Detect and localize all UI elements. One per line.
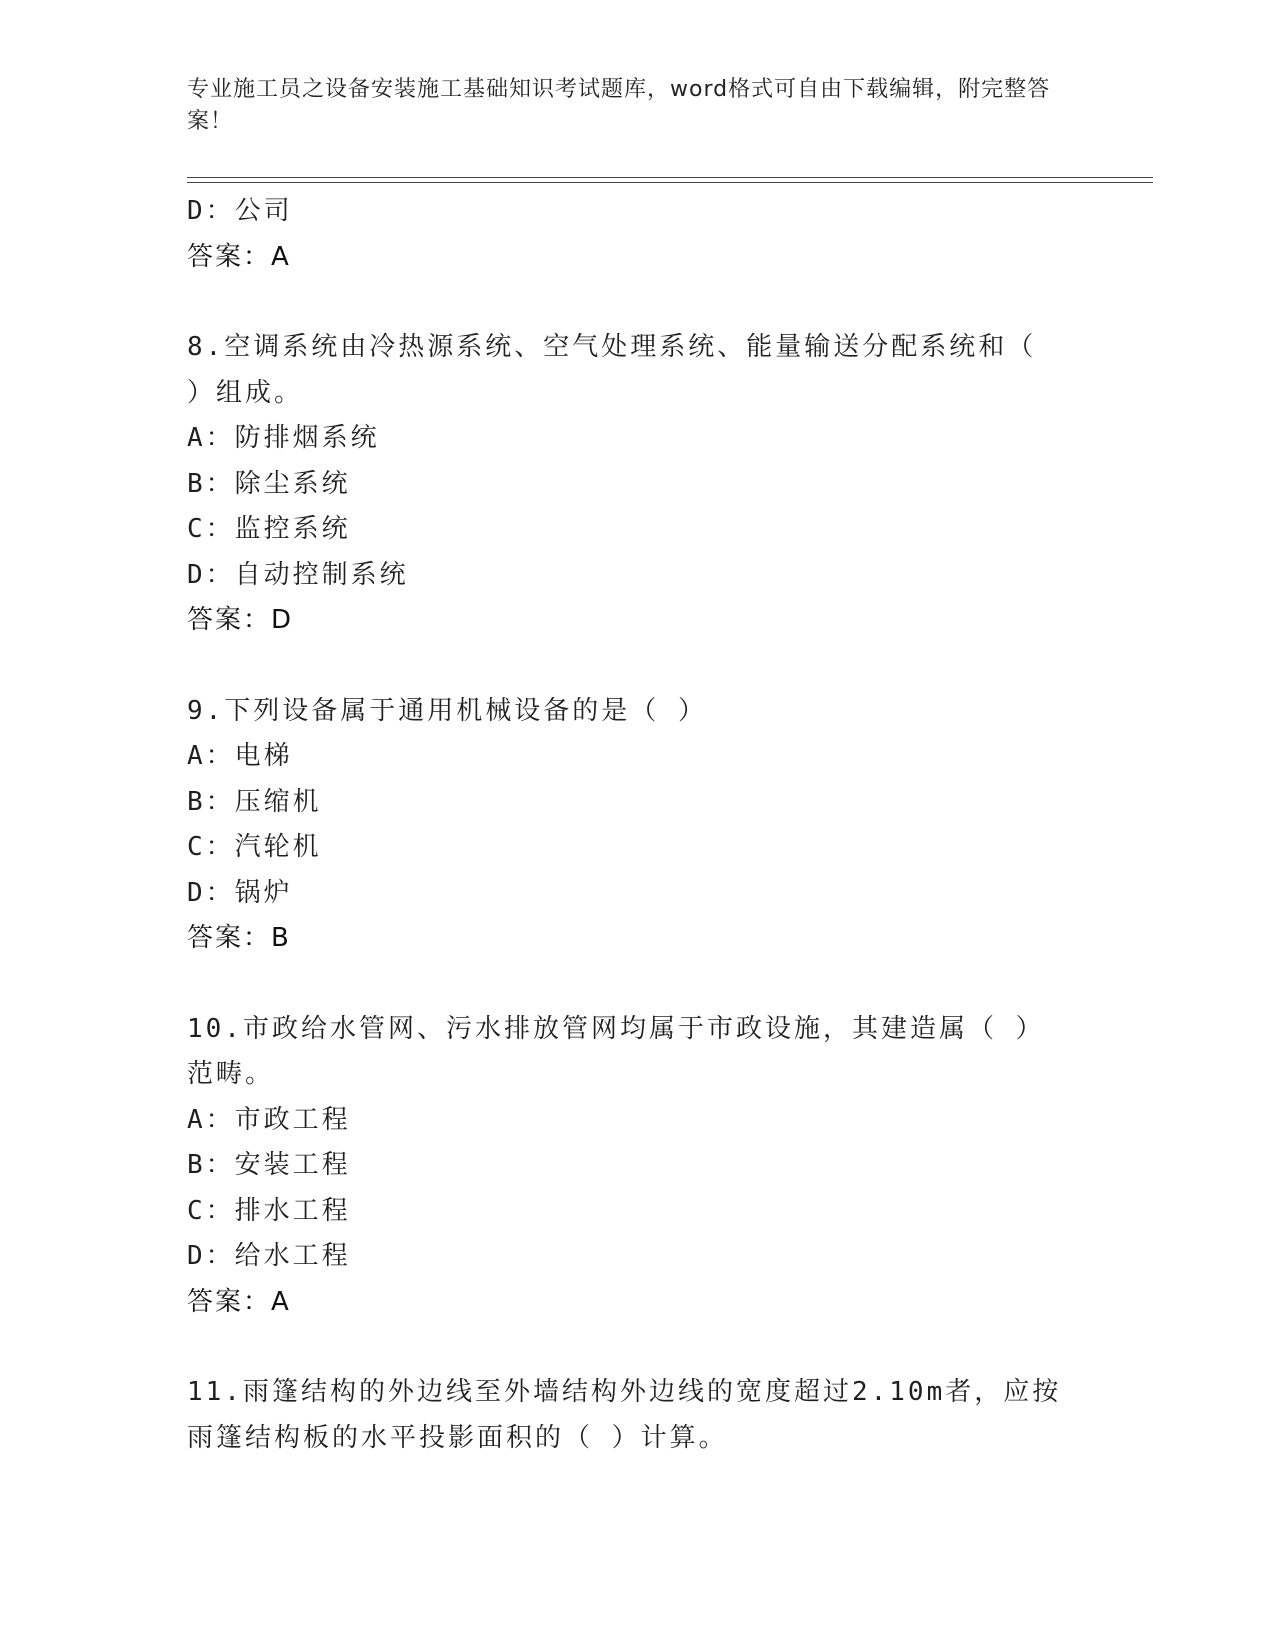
question-stem: 8.空调系统由冷热源系统、空气处理系统、能量输送分配系统和（ ）组成。	[187, 332, 1037, 408]
option-b: B：安装工程	[187, 1150, 351, 1180]
answer-line: 答案：B	[187, 923, 291, 953]
answer-line: 答案：A	[187, 1286, 291, 1317]
option-d: D：公司	[187, 196, 293, 226]
spacer	[187, 962, 1087, 1007]
option-d: D：给水工程	[187, 1241, 351, 1271]
answer-line: 答案：D	[187, 605, 294, 635]
question-11	[187, 1370, 1087, 1461]
option-a: A：防排烟系统	[187, 423, 380, 453]
question-10	[187, 1007, 1087, 1326]
question-stem: 11.雨篷结构的外边线至外墙结构外边线的宽度超过2.10m者，应按雨篷结构板的水平投影面积的（ ）计算。	[187, 1377, 1062, 1453]
option-d: D：自动控制系统	[187, 559, 409, 590]
question-stem: 10.市政给水管网、污水排放管网均属于市政设施，其建造属（ ）范畴。	[187, 1013, 1045, 1089]
question-9	[187, 689, 1087, 962]
option-a: A：电梯	[187, 741, 293, 771]
option-c: C：监控系统	[187, 514, 351, 544]
option-a: A：市政工程	[187, 1104, 351, 1135]
option-b: B：压缩机	[187, 786, 322, 817]
header-divider-top	[187, 177, 1153, 178]
spacer	[187, 644, 1087, 689]
answer-line: 答案：A	[187, 241, 291, 272]
question-stem: 9.下列设备属于通用机械设备的是（ ）	[187, 695, 707, 726]
header-divider-bottom	[187, 182, 1153, 183]
document-header: 专业施工员之设备安装施工基础知识考试题库，word格式可自由下载编辑，附完整答案！	[187, 77, 1051, 134]
option-c: C：汽轮机	[187, 832, 322, 862]
option-c: C：排水工程	[187, 1195, 351, 1226]
spacer	[187, 280, 1087, 325]
question-8	[187, 325, 1087, 644]
option-d: D：锅炉	[187, 877, 293, 908]
question-list	[187, 189, 1087, 1461]
spacer	[187, 1325, 1087, 1370]
option-b: B：除尘系统	[187, 468, 351, 499]
